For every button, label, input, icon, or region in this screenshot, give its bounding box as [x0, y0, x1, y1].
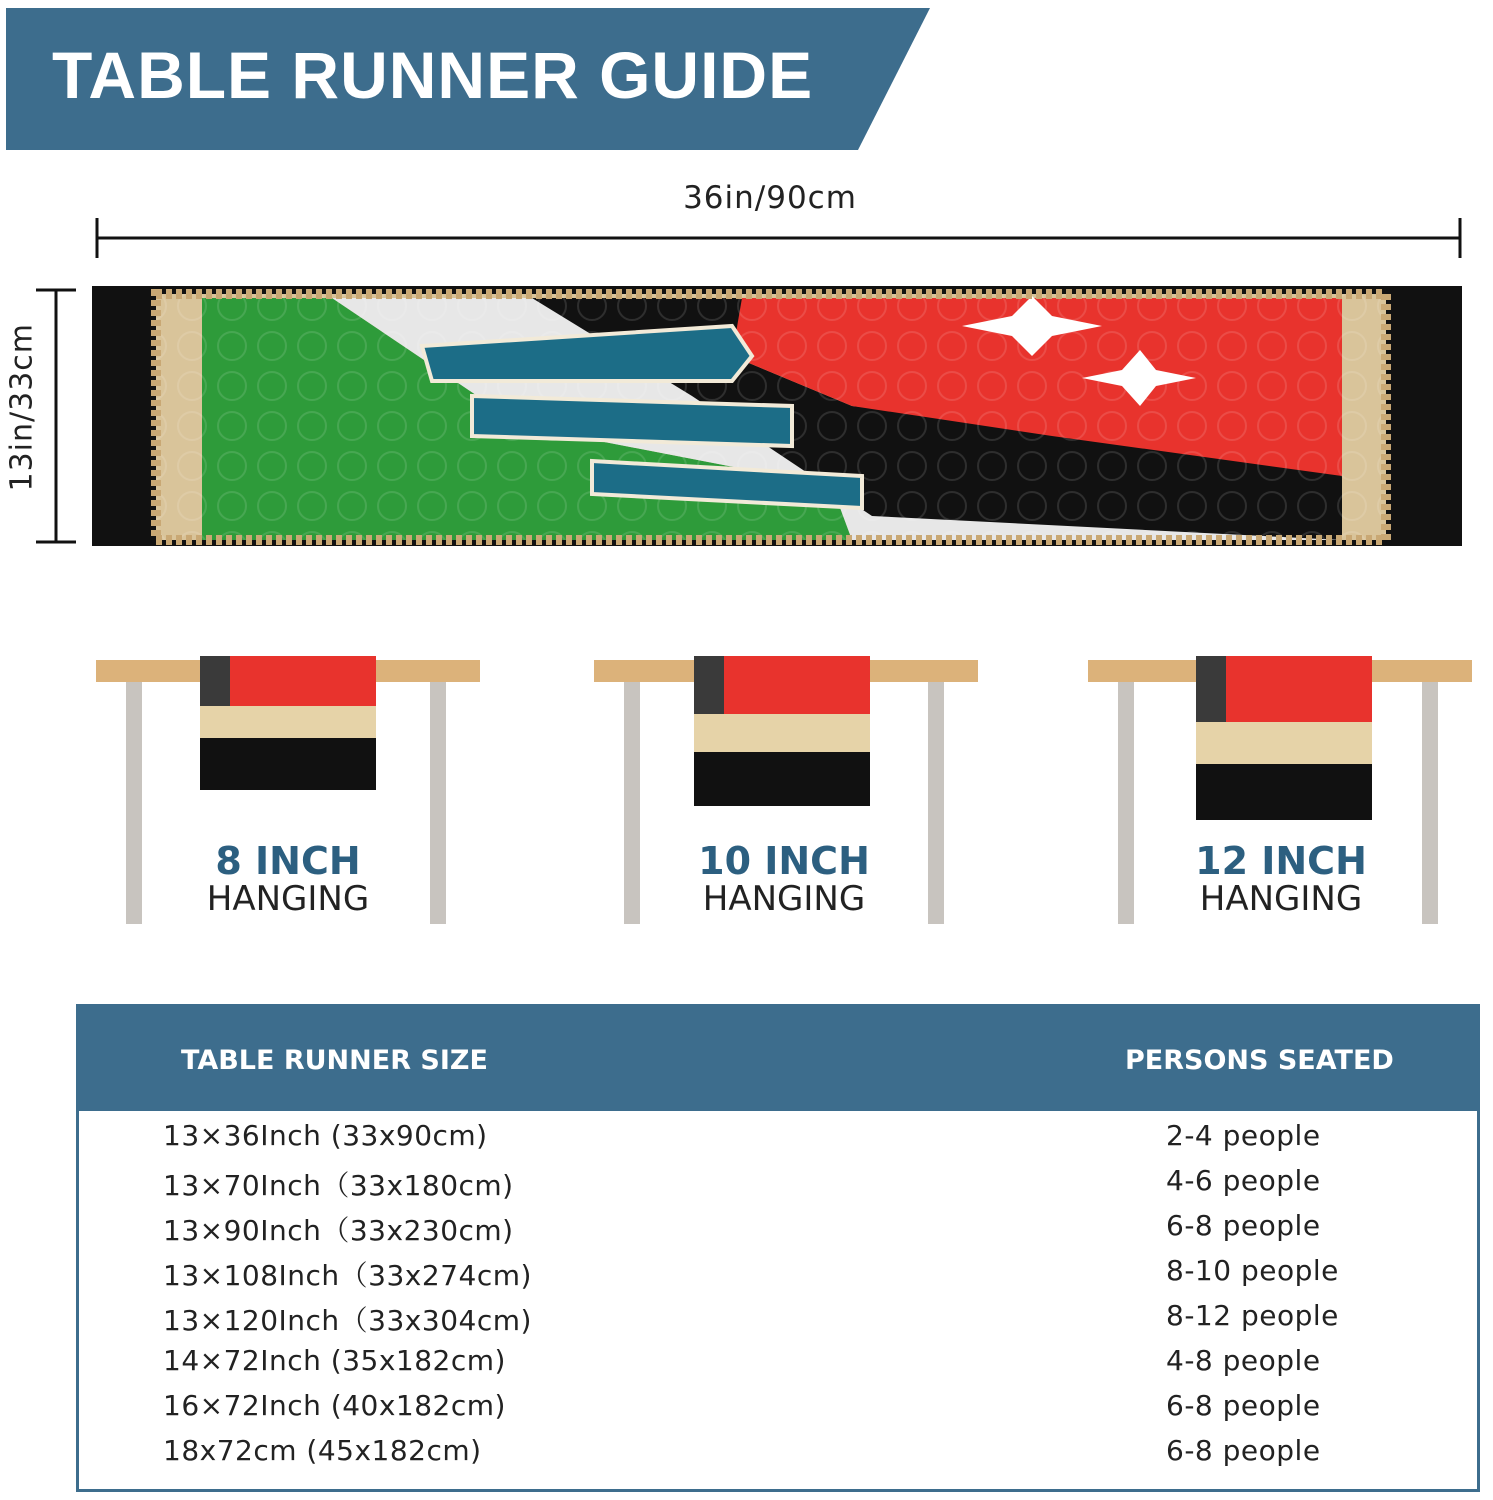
size-table-header [79, 1007, 1477, 1111]
size-cell: 14×72Inch (35x182cm) [163, 1344, 506, 1377]
size-table-body [79, 1119, 1477, 1479]
column-header-persons: PERSONS SEATED [1125, 1045, 1394, 1076]
size-cell: 13×120Inch（33x304cm) [163, 1304, 532, 1337]
hanging-size-10: 10 INCH [698, 839, 870, 883]
table-row [79, 1164, 1477, 1209]
persons-cell: 8-10 people [1166, 1254, 1339, 1287]
table-row [79, 1209, 1477, 1254]
size-cell: 13×70Inch（33x180cm) [163, 1169, 514, 1202]
size-cell: 16×72Inch (40x182cm) [163, 1389, 506, 1422]
hanging-label-8: HANGING [206, 879, 370, 919]
table-runner-image [92, 286, 1462, 546]
persons-cell: 6-8 people [1166, 1434, 1321, 1467]
table-row [79, 1344, 1477, 1389]
size-table [76, 1004, 1480, 1492]
hanging-size-8: 8 INCH [215, 839, 361, 883]
hanging-label-10: HANGING [702, 879, 866, 919]
hanging-label-12: HANGING [1199, 879, 1363, 919]
size-cell: 13×36Inch (33x90cm) [163, 1119, 488, 1152]
table-row [79, 1254, 1477, 1299]
width-dimension-label: 36in/90cm [683, 180, 857, 216]
persons-cell: 6-8 people [1166, 1389, 1321, 1422]
table-row [79, 1299, 1477, 1344]
size-cell: 13×90Inch（33x230cm) [163, 1214, 514, 1247]
page-title: TABLE RUNNER GUIDE [52, 38, 814, 112]
table-row [79, 1119, 1477, 1164]
hanging-size-12: 12 INCH [1195, 839, 1367, 883]
persons-cell: 4-8 people [1166, 1344, 1321, 1377]
persons-cell: 8-12 people [1166, 1299, 1339, 1332]
height-dimension-label: 13in/33cm [4, 322, 40, 492]
size-cell: 18x72cm (45x182cm) [163, 1434, 482, 1467]
table-row [79, 1434, 1477, 1479]
table-row [79, 1389, 1477, 1434]
persons-cell: 2-4 people [1166, 1119, 1321, 1152]
column-header-size: TABLE RUNNER SIZE [181, 1045, 488, 1076]
size-cell: 13×108Inch（33x274cm) [163, 1259, 532, 1292]
persons-cell: 6-8 people [1166, 1209, 1321, 1242]
persons-cell: 4-6 people [1166, 1164, 1321, 1197]
